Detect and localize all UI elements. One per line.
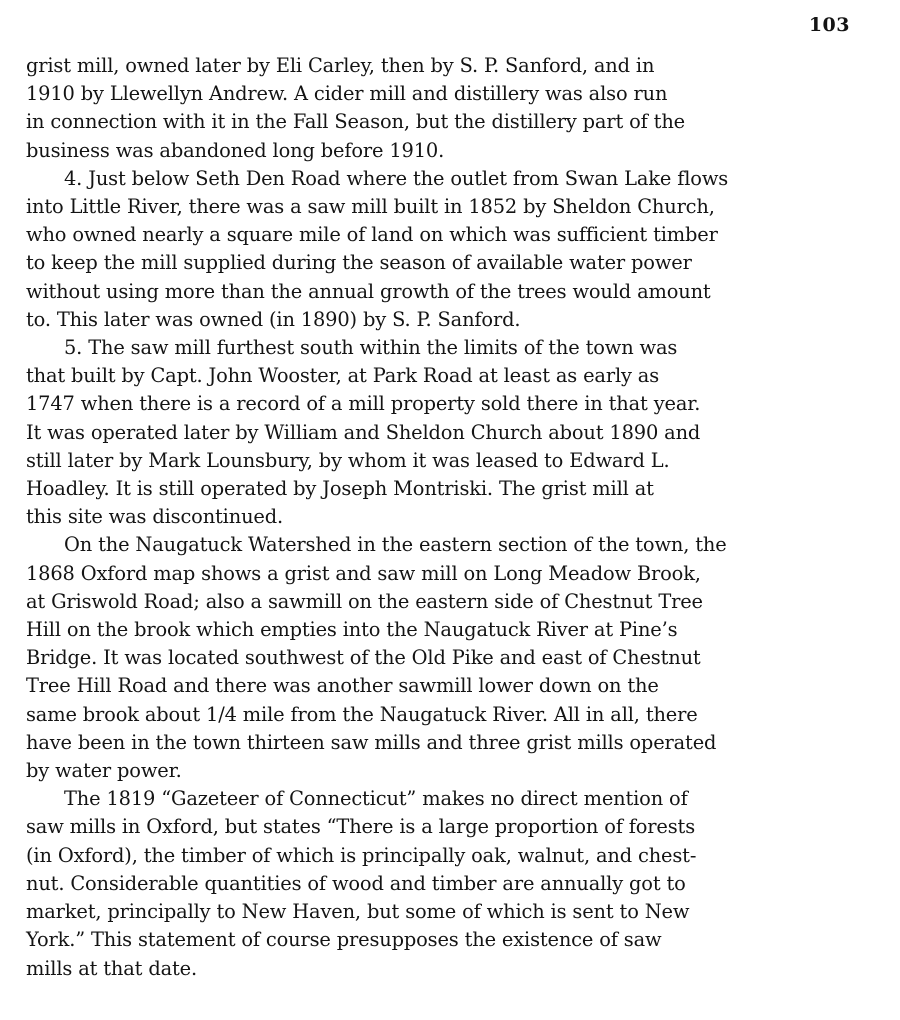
paragraph [26,531,866,785]
text-line: business was abandoned long before 1910. [26,138,445,162]
text-line: (in Oxford), the timber of which is principally oak, walnut, and chest- [26,843,697,867]
text-line: mills at that date. [26,956,197,980]
text-line: by water power. [26,759,182,783]
text-line: Hill on the brook which empties into the Naugatuck River at Pine’s [26,618,678,642]
text-line: 5. The saw mill furthest south within the limits of the town was [64,336,678,360]
text-line: to. This later was owned (in 1890) by S. P. Sanford. [26,307,521,331]
text-line: at Griswold Road; also a sawmill on the eastern side of Chestnut Tree [26,589,703,613]
text-line: Hoadley. It is still operated by Joseph Montriski. The grist mill at [26,477,654,501]
text-line: nut. Considerable quantities of wood and timber are annually got to [26,871,686,895]
text-line: have been in the town thirteen saw mills and three grist mills operated [26,730,717,754]
text-line: same brook about 1/4 mile from the Naugatuck River. All in all, there [26,702,698,726]
text-line: to keep the mill supplied during the season of available water power [26,251,692,275]
text-line: this site was discontinued. [26,505,284,529]
text-line: grist mill, owned later by Eli Carley, then by S. P. Sanford, and in [26,54,655,77]
text-line: 1747 when there is a record of a mill property sold there in that year. [26,392,701,416]
text-line: 4. Just below Seth Den Road where the outlet from Swan Lake flows [64,166,729,190]
text-line: market, principally to New Haven, but some of which is sent to New [26,900,690,924]
text-line: saw mills in Oxford, but states “There is a large proportion of forests [26,815,695,839]
text-line: 1910 by Llewellyn Andrew. A cider mill and distillery was also run [26,82,668,106]
text-line: who owned nearly a square mile of land on which was sufficient timber [26,223,718,247]
body-text [26,52,866,983]
paragraph [26,334,866,531]
text-line: into Little River, there was a saw mill built in 1852 by Sheldon Church, [26,195,715,219]
text-line: Bridge. It was located southwest of the Old Pike and east of Chestnut [26,646,701,670]
paragraph [26,785,866,982]
text-line: On the Naugatuck Watershed in the eastern section of the town, the [64,533,727,557]
paragraph [26,165,866,334]
text-line: without using more than the annual growth of the trees would amount [26,279,711,303]
text-line: York.” This statement of course presupposes the existence of saw [26,928,662,952]
text-line: 1868 Oxford map shows a grist and saw mill on Long Meadow Brook, [26,561,701,585]
text-line: that built by Capt. John Wooster, at Park Road at least as early as [26,364,660,388]
text-line: in connection with it in the Fall Season, but the distillery part of the [26,110,685,134]
text-line: The 1819 “Gazeteer of Connecticut” makes no direct mention of [64,787,688,811]
text-line: Tree Hill Road and there was another sawmill lower down on the [26,674,659,698]
page-number: 103 [808,14,850,36]
text-line: still later by Mark Lounsbury, by whom it was leased to Edward L. [26,448,670,472]
text-line: It was operated later by William and Sheldon Church about 1890 and [26,420,701,444]
paragraph [26,52,866,165]
